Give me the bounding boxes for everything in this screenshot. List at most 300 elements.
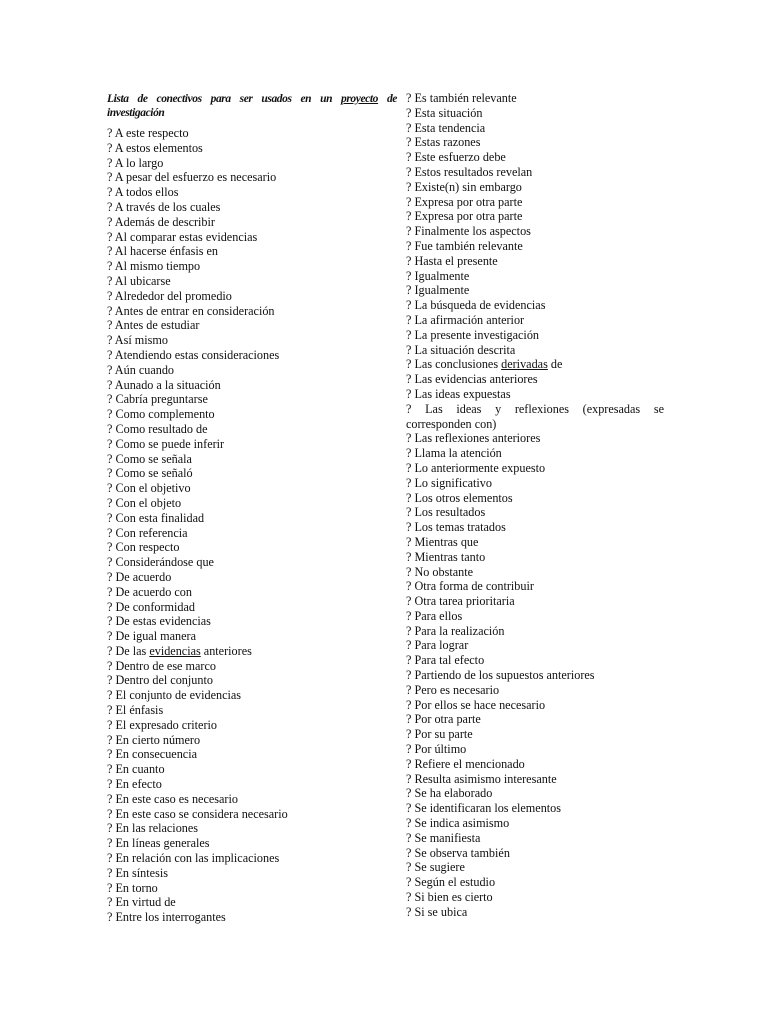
list-item [406, 357, 664, 372]
item-text: Al hacerse énfasis en [114, 244, 219, 259]
list-item [406, 402, 664, 432]
question-mark-bullet: ? [107, 392, 116, 407]
list-item [107, 437, 397, 452]
item-text: Al comparar estas evidencias [114, 229, 258, 244]
question-mark-bullet: ? [107, 717, 116, 732]
list-item [406, 905, 664, 920]
item-text: En este caso se considera necesario [115, 806, 288, 821]
item-text: Expresa por otra parte [414, 209, 523, 224]
item-text: Entre los interrogantes [115, 910, 226, 925]
item-text: Dentro del conjunto [115, 673, 213, 688]
item-underlined-word: derivadas [501, 357, 548, 372]
question-mark-bullet: ? [406, 431, 415, 446]
question-mark-bullet: ? [107, 673, 116, 688]
item-text: Considerándose que [115, 555, 214, 570]
question-mark-bullet: ? [107, 170, 115, 185]
question-mark-bullet: ? [107, 791, 116, 806]
question-mark-bullet: ? [406, 253, 415, 268]
item-text: A estos elementos [114, 140, 203, 155]
item-text: Si se ubica [414, 904, 468, 919]
list-item [406, 254, 664, 269]
item-text: Mientras tanto [414, 549, 486, 564]
item-text: Resulta asimismo interesante [414, 771, 557, 786]
question-mark-bullet: ? [107, 599, 116, 614]
question-mark-bullet: ? [406, 209, 415, 224]
question-mark-bullet: ? [107, 806, 116, 821]
question-mark-bullet: ? [406, 727, 415, 742]
list-item [107, 895, 397, 910]
item-text: En consecuencia [115, 747, 198, 762]
list-item [107, 452, 397, 467]
question-mark-bullet: ? [107, 836, 116, 851]
list-item [406, 135, 664, 150]
question-mark-bullet: ? [107, 584, 116, 599]
list-item [107, 422, 397, 437]
question-mark-bullet: ? [406, 475, 415, 490]
list-item [406, 624, 664, 639]
list-item [107, 318, 397, 333]
item-text: En virtud de [115, 895, 176, 910]
item-text: Con respecto [115, 540, 180, 555]
list-item [107, 807, 397, 822]
question-mark-bullet: ? [406, 682, 415, 697]
question-mark-bullet: ? [107, 273, 115, 288]
item-text: Aún cuando [114, 362, 175, 377]
list-item [107, 718, 397, 733]
question-mark-bullet: ? [107, 214, 115, 229]
list-item [406, 712, 664, 727]
item-text: En este caso es necesario [115, 791, 238, 806]
question-mark-bullet: ? [406, 668, 415, 683]
question-mark-bullet: ? [107, 421, 116, 436]
item-text: Si bien es cierto [414, 890, 493, 905]
list-item [406, 520, 664, 535]
question-mark-bullet: ? [406, 623, 415, 638]
item-text: Cabría preguntarse [115, 392, 208, 407]
question-mark-bullet: ? [406, 534, 415, 549]
item-text: Al mismo tiempo [114, 259, 201, 274]
question-mark-bullet: ? [406, 594, 415, 609]
connectives-list-right [406, 91, 664, 920]
item-text: Por ellos se hace necesario [414, 697, 546, 712]
item-text: Antes de estudiar [114, 318, 200, 333]
list-item [406, 121, 664, 136]
item-text: Para tal efecto [414, 653, 485, 668]
item-text: Estas razones [414, 135, 481, 150]
question-mark-bullet: ? [406, 904, 415, 919]
list-item [107, 348, 397, 363]
question-mark-bullet: ? [107, 303, 115, 318]
list-item [107, 659, 397, 674]
item-text: Las reflexiones anteriores [414, 431, 541, 446]
item-text: Con el objeto [115, 495, 182, 510]
question-mark-bullet: ? [107, 525, 116, 540]
item-text: Con esta finalidad [115, 510, 205, 525]
item-text: La búsqueda de evidencias [414, 298, 546, 313]
item-text: Como resultado de [115, 421, 208, 436]
question-mark-bullet: ? [406, 490, 415, 505]
item-text: Al ubicarse [114, 273, 171, 288]
list-item [107, 821, 397, 836]
question-mark-bullet: ? [107, 880, 116, 895]
item-text: Aunado a la situación [114, 377, 221, 392]
item-text: En síntesis [115, 865, 168, 880]
list-item [406, 106, 664, 121]
list-item [107, 733, 397, 748]
item-text: de [547, 357, 563, 372]
item-text: La situación descrita [414, 342, 516, 357]
question-mark-bullet: ? [107, 643, 116, 658]
question-mark-bullet: ? [107, 333, 115, 348]
question-mark-bullet: ? [406, 756, 415, 771]
list-item [406, 491, 664, 506]
list-item [406, 476, 664, 491]
question-mark-bullet: ? [107, 466, 116, 481]
question-mark-bullet: ? [107, 436, 116, 451]
question-mark-bullet: ? [107, 821, 116, 836]
item-text: Esta situación [414, 105, 483, 120]
question-mark-bullet: ? [107, 762, 116, 777]
question-mark-bullet: ? [107, 140, 115, 155]
item-text: En torno [115, 880, 158, 895]
list-item [107, 392, 397, 407]
item-text: El expresado criterio [115, 717, 217, 732]
question-mark-bullet: ? [406, 150, 415, 165]
item-text: De igual manera [115, 629, 197, 644]
item-text: La presente investigación [414, 327, 540, 342]
item-text: Otra tarea prioritaria [414, 594, 515, 609]
list-item [107, 629, 397, 644]
item-text: Como complemento [115, 407, 215, 422]
item-text: Por su parte [414, 727, 473, 742]
item-text: Como se puede inferir [115, 436, 225, 451]
list-item [107, 866, 397, 881]
question-mark-bullet: ? [406, 875, 415, 890]
item-text: Se observa también [414, 845, 510, 860]
item-text: Por último [414, 742, 467, 757]
question-mark-bullet: ? [406, 505, 415, 520]
item-text: Se indica asimismo [414, 816, 510, 831]
item-text: Pero es necesario [414, 682, 500, 697]
question-mark-bullet: ? [406, 120, 415, 135]
document-title [107, 92, 397, 120]
list-item [107, 703, 397, 718]
item-text: Lo anteriormente expuesto [414, 460, 546, 475]
item-text: En cuanto [115, 762, 165, 777]
item-text: Para lograr [414, 638, 469, 653]
question-mark-bullet: ? [406, 801, 415, 816]
list-item [107, 274, 397, 289]
item-text: De acuerdo [115, 569, 172, 584]
item-text: Lo significativo [414, 475, 492, 490]
list-item [107, 244, 397, 259]
question-mark-bullet: ? [107, 614, 116, 629]
list-item [406, 209, 664, 224]
question-mark-bullet: ? [406, 342, 415, 357]
list-item [107, 910, 397, 925]
list-item [107, 215, 397, 230]
question-mark-bullet: ? [107, 629, 116, 644]
item-text: Finalmente los aspectos [414, 224, 531, 239]
title-underlined-word: proyecto [341, 93, 379, 105]
item-text: Con referencia [115, 525, 188, 540]
question-mark-bullet: ? [406, 653, 415, 668]
item-text: Este esfuerzo debe [414, 150, 506, 165]
list-item [107, 600, 397, 615]
list-item [107, 851, 397, 866]
item-text: Los temas tratados [414, 520, 506, 535]
list-item [406, 431, 664, 446]
question-mark-bullet: ? [406, 460, 415, 475]
item-text: Por otra parte [414, 712, 481, 727]
item-text: Se ha elaborado [414, 786, 493, 801]
question-mark-bullet: ? [406, 91, 415, 105]
item-text: De acuerdo con [115, 584, 192, 599]
question-mark-bullet: ? [107, 495, 116, 510]
item-text: A todos ellos [114, 185, 179, 200]
list-item [406, 165, 664, 180]
item-text: Antes de entrar en consideración [114, 303, 275, 318]
list-item [406, 313, 664, 328]
item-text: Los otros elementos [414, 490, 513, 505]
item-text: El énfasis [115, 703, 164, 718]
question-mark-bullet: ? [107, 910, 116, 925]
item-text: Los resultados [414, 505, 486, 520]
list-item [406, 698, 664, 713]
question-mark-bullet: ? [406, 890, 415, 905]
list-item [107, 185, 397, 200]
item-text: anteriores [200, 643, 252, 658]
item-text: Esta tendencia [414, 120, 486, 135]
list-item [406, 269, 664, 284]
question-mark-bullet: ? [107, 732, 116, 747]
item-text: La afirmación anterior [414, 312, 525, 327]
list-item [406, 757, 664, 772]
list-item [107, 555, 397, 570]
list-item [107, 481, 397, 496]
question-mark-bullet: ? [406, 520, 415, 535]
list-item [406, 195, 664, 210]
question-mark-bullet: ? [406, 298, 415, 313]
question-mark-bullet: ? [406, 446, 415, 461]
list-item [406, 875, 664, 890]
item-text: A pesar del esfuerzo es necesario [114, 170, 277, 185]
list-item [107, 230, 397, 245]
question-mark-bullet: ? [107, 510, 116, 525]
list-item [406, 505, 664, 520]
list-item [406, 283, 664, 298]
list-item [107, 333, 397, 348]
list-item [406, 890, 664, 905]
question-mark-bullet: ? [406, 312, 415, 327]
list-item [107, 259, 397, 274]
item-text: Como se señaló [115, 466, 193, 481]
question-mark-bullet: ? [107, 155, 115, 170]
list-item [406, 816, 664, 831]
question-mark-bullet: ? [107, 244, 115, 259]
question-mark-bullet: ? [107, 851, 116, 866]
item-text: Mientras que [414, 534, 479, 549]
right-column [406, 91, 664, 920]
question-mark-bullet: ? [406, 830, 415, 845]
list-item [107, 496, 397, 511]
question-mark-bullet: ? [406, 845, 415, 860]
question-mark-bullet: ? [406, 816, 415, 831]
item-text: Igualmente [414, 283, 470, 298]
question-mark-bullet: ? [107, 555, 116, 570]
list-item [107, 747, 397, 762]
item-text: De estas evidencias [115, 614, 211, 629]
question-mark-bullet: ? [406, 194, 415, 209]
question-mark-bullet: ? [406, 786, 415, 801]
question-mark-bullet: ? [406, 164, 415, 179]
item-text: Expresa por otra parte [414, 194, 523, 209]
list-item [107, 836, 397, 851]
list-item [406, 328, 664, 343]
item-text: Según el estudio [414, 875, 496, 890]
list-item [107, 881, 397, 896]
question-mark-bullet: ? [406, 638, 415, 653]
question-mark-bullet: ? [406, 283, 415, 298]
list-item [406, 343, 664, 358]
item-text: Partiendo de los supuestos anteriores [414, 668, 595, 683]
question-mark-bullet: ? [107, 540, 116, 555]
question-mark-bullet: ? [406, 386, 415, 401]
item-text: En cierto número [115, 732, 201, 747]
item-text: No obstante [414, 564, 474, 579]
item-text: Se manifiesta [414, 830, 481, 845]
question-mark-bullet: ? [107, 318, 115, 333]
question-mark-bullet: ? [107, 658, 116, 673]
list-item [406, 565, 664, 580]
list-item [107, 526, 397, 541]
list-item [406, 742, 664, 757]
question-mark-bullet: ? [406, 579, 415, 594]
question-mark-bullet: ? [107, 288, 115, 303]
list-item [406, 668, 664, 683]
list-item [406, 224, 664, 239]
item-text: Llama la atención [414, 446, 502, 461]
list-item [406, 298, 664, 313]
question-mark-bullet: ? [406, 135, 415, 150]
item-text: En las relaciones [115, 821, 199, 836]
list-item [406, 180, 664, 195]
item-text: Fue también relevante [414, 238, 523, 253]
item-text: Para ellos [414, 608, 463, 623]
list-item [406, 594, 664, 609]
question-mark-bullet: ? [406, 238, 415, 253]
list-item [107, 170, 397, 185]
item-text: Las conclusiones [414, 357, 502, 372]
list-item [406, 372, 664, 387]
list-item [107, 540, 397, 555]
list-item [107, 466, 397, 481]
question-mark-bullet: ? [406, 327, 415, 342]
item-text: Además de describir [114, 214, 215, 229]
item-text: Refiere el mencionado [414, 756, 525, 771]
item-text: Así mismo [114, 333, 168, 348]
item-text: Es también relevante [414, 91, 517, 105]
question-mark-bullet: ? [107, 362, 115, 377]
question-mark-bullet: ? [107, 481, 116, 496]
question-mark-bullet: ? [107, 703, 116, 718]
item-text: Otra forma de contribuir [414, 579, 534, 594]
list-item [406, 387, 664, 402]
question-mark-bullet: ? [107, 865, 116, 880]
question-mark-bullet: ? [107, 407, 116, 422]
item-text: Las ideas y reflexiones (expresadas se corresponden con) [406, 401, 664, 431]
list-item [406, 846, 664, 861]
question-mark-bullet: ? [406, 549, 415, 564]
question-mark-bullet: ? [406, 268, 415, 283]
list-item [406, 91, 664, 106]
item-text: Para la realización [414, 623, 505, 638]
item-text: Igualmente [414, 268, 470, 283]
list-item [107, 511, 397, 526]
list-item [107, 614, 397, 629]
question-mark-bullet: ? [406, 697, 415, 712]
item-text: El conjunto de evidencias [115, 688, 242, 703]
list-item [107, 644, 397, 659]
list-item [406, 550, 664, 565]
list-item [107, 304, 397, 319]
list-item [107, 777, 397, 792]
item-text: En líneas generales [115, 836, 210, 851]
item-text: Con el objetivo [115, 481, 191, 496]
list-item [406, 653, 664, 668]
list-item [107, 200, 397, 215]
question-mark-bullet: ? [107, 451, 116, 466]
question-mark-bullet: ? [406, 742, 415, 757]
list-item [406, 683, 664, 698]
list-item [107, 289, 397, 304]
question-mark-bullet: ? [107, 259, 115, 274]
list-item [107, 363, 397, 378]
list-item [107, 126, 397, 141]
item-text: En efecto [115, 777, 162, 792]
question-mark-bullet: ? [406, 372, 415, 387]
question-mark-bullet: ? [107, 569, 116, 584]
list-item [406, 150, 664, 165]
title-part: de investigación [107, 93, 398, 119]
question-mark-bullet: ? [107, 377, 115, 392]
question-mark-bullet: ? [107, 777, 116, 792]
list-item [406, 579, 664, 594]
item-text: Dentro de ese marco [115, 658, 216, 673]
list-item [107, 141, 397, 156]
list-item [107, 585, 397, 600]
item-text: De las [115, 643, 150, 658]
question-mark-bullet: ? [406, 771, 415, 786]
question-mark-bullet: ? [406, 357, 415, 372]
item-text: A este respecto [114, 126, 189, 140]
question-mark-bullet: ? [406, 401, 426, 416]
list-item [107, 688, 397, 703]
item-text: Atendiendo estas consideraciones [114, 347, 280, 362]
list-item [107, 762, 397, 777]
question-mark-bullet: ? [406, 564, 415, 579]
question-mark-bullet: ? [406, 608, 415, 623]
item-text: Como se señala [115, 451, 192, 466]
list-item [406, 786, 664, 801]
item-text: A lo largo [114, 155, 164, 170]
item-underlined-word: evidencias [149, 643, 201, 658]
list-item [107, 156, 397, 171]
list-item [107, 407, 397, 422]
question-mark-bullet: ? [406, 105, 415, 120]
list-item [107, 673, 397, 688]
left-column [107, 92, 397, 925]
